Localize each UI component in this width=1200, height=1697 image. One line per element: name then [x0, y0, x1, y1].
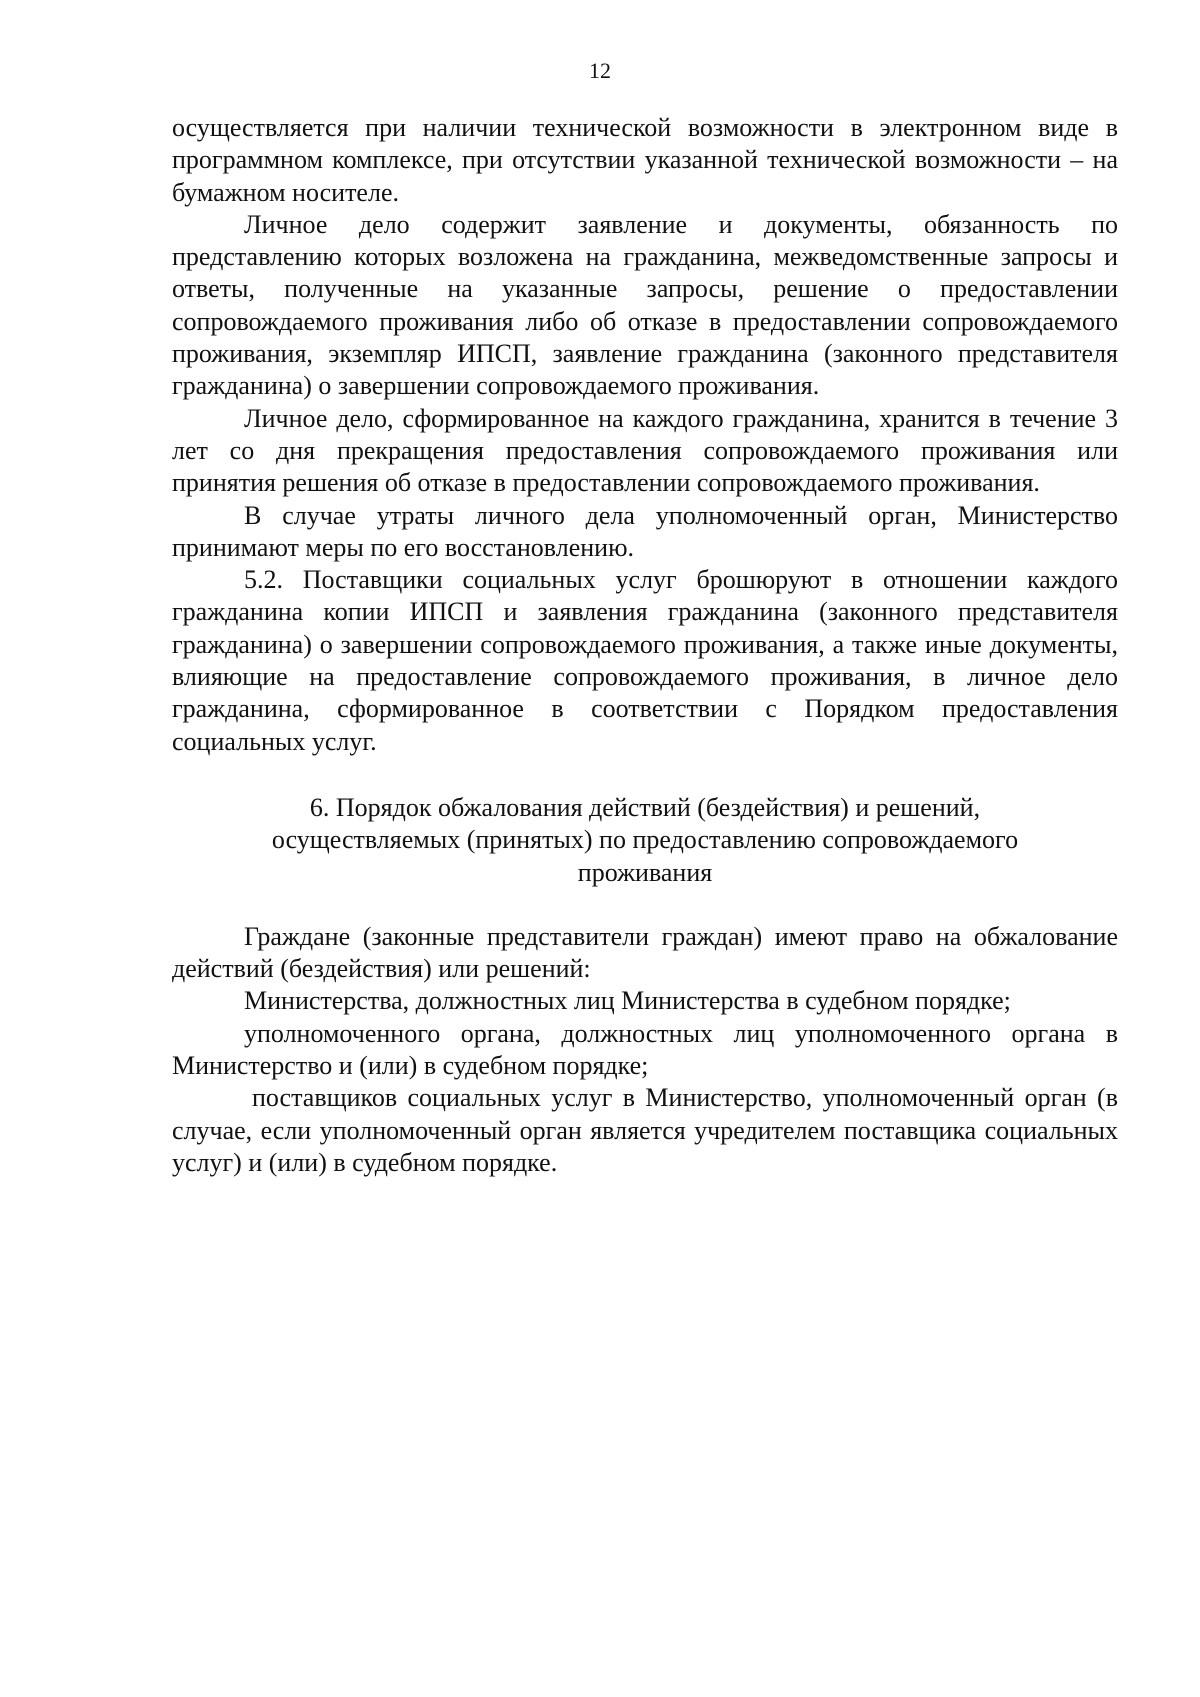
page-number: 12: [589, 58, 611, 83]
paragraph-5-2: 5.2. Поставщики социальных услуг брошюруют в отношении каждого гражданина копии ИПСП и заявления гражданина (законного представителя гражданина) о завершении сопровождаемого проживания, а также иные документы, влияющие на предоставление сопровождаемого проживания, в личное дело гражданина, сформированное в соответствии с Порядком предоставления социальных услуг.: [172, 565, 1118, 756]
paragraph-personal-file-storage: Личное дело, сформированное на каждого гражданина, хранится в течение 3 лет со дня прекращения предоставления сопровождаемого проживания или принятия решения об отказе в предоставлении сопровождаемого проживания.: [172, 403, 1118, 498]
paragraph-appeal-providers: поставщиков социальных услуг в Министерство, уполномоченный орган (в случае, если уполномоченный орган является учредителем поставщика социальных услуг) и (или) в судебном порядке.: [172, 1083, 1118, 1177]
paragraph-personal-file-contents: Личное дело содержит заявление и документы, обязанность по представлению которых возложена на гражданина, межведомственные запросы и ответы, полученные на указанные запросы, решение о предоставлении сопровождаемого проживания либо об отказе в предоставлении сопровождаемого проживания, экземпляр ИПСП, заявление гражданина (законного представителя гражданина) о завершении сопровождаемого проживания.: [172, 209, 1118, 401]
document-body: [172, 112, 1118, 1179]
paragraph-appeal-right: Граждане (законные представители граждан) имеют право на обжалование действий (бездействия) или решений:: [172, 921, 1118, 984]
paragraph-appeal-ministry: Министерства, должностных лиц Министерства в судебном порядке;: [244, 986, 1011, 1016]
section-6-heading: 6. Порядок обжалования действий (бездействия) и решений, осуществляемых (принятых) по предоставлению сопровождаемого проживания: [271, 792, 1019, 887]
paragraph-appeal-authorized-body: уполномоченного органа, должностных лиц уполномоченного органа в Министерство и (или) в судебном порядке;: [172, 1018, 1118, 1081]
paragraph-personal-file-loss: В случае утраты личного дела уполномоченный орган, Министерство принимают меры по его восстановлению.: [172, 500, 1118, 562]
paragraph-continuation: осуществляется при наличии технической возможности в электронном виде в программном комплексе, при отсутствии указанной технической возможности – на бумажном носителе.: [172, 113, 1118, 207]
